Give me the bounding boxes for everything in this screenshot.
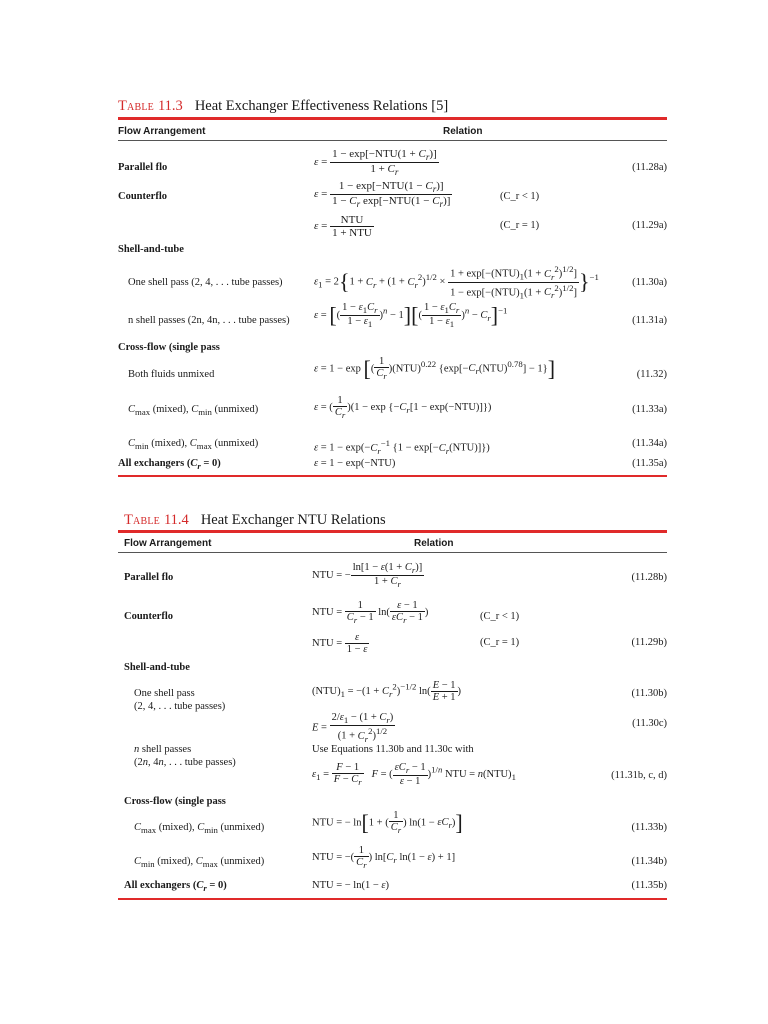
caption-rule bbox=[118, 530, 667, 533]
equation-number: (11.32) bbox=[636, 369, 667, 380]
relation: ε = $\frac{1 - \exp[-NTU(1 - C_r)]}{1 - C_r \exp[-NTU(1 - C_r)]}$ bbox=[314, 180, 451, 210]
table-bottom-rule bbox=[118, 898, 667, 900]
equation-number: (11.34a) bbox=[632, 438, 667, 449]
header-relation: Relation bbox=[414, 538, 454, 549]
row-label: Parallel flo bbox=[118, 162, 168, 173]
relation: NTU = − ln[1 + ( $\frac{1}{C_r}$ ) $\ln(1 - \varepsilon C_r)$] bbox=[312, 810, 463, 836]
table-11-4 bbox=[118, 512, 667, 904]
header-flow-arrangement: Flow Arrangement bbox=[124, 538, 212, 549]
relation: NTU = −( $\frac{1}{C_r}$ ) $\ln[C_r$ ln(1 − ε) + 1] bbox=[312, 845, 456, 871]
table-number: 11.4 bbox=[163, 512, 189, 528]
header-rule bbox=[118, 552, 667, 553]
row-label: $C_{max}$ (mixed), $C_{min}$ (unmixed) bbox=[134, 822, 265, 836]
equation-number: (11.30a) bbox=[632, 277, 667, 288]
equation-number: (11.30c) bbox=[632, 718, 667, 729]
caption-rule bbox=[118, 117, 667, 120]
relation: ε = 1 − exp [( $\frac{1}{C_r}$ )(NTU)$^{0.22}$ $\{\exp[-C_r(NTU)^{0.78}] - 1\}$] bbox=[314, 356, 556, 382]
equation-number: (11.31b, c, d) bbox=[611, 770, 667, 781]
relation: NTU = − $\frac{\ln[1 - \varepsilon(1 + C_r)]}{1 + C_r}$ bbox=[312, 562, 423, 590]
header-flow-arrangement: Flow Arrangement bbox=[118, 126, 206, 137]
row-label: Counterflo bbox=[118, 191, 167, 202]
relation: $(NTU)_1 = -(1 + C_r^2)^{-1/2}$ ln( $\frac{E - 1}{E + 1}$ ) bbox=[312, 680, 462, 703]
equation-number: (11.33b) bbox=[631, 822, 667, 833]
relation: ε = [( $\frac{1 - \varepsilon_1C_r}{1 - \varepsilon_1}$ )$^n$ − 1][( $\frac{1 - \varepsilon_1C_r}{1 - \varepsilon_1}$ )$^n - C_r]^{-1}$ bbox=[314, 302, 508, 330]
table-label: Table bbox=[118, 98, 154, 114]
row-label: One shell pass bbox=[134, 688, 195, 699]
row-label: n shell passes (2n, 4n, . . . tube passes) bbox=[128, 315, 290, 326]
header-rule bbox=[118, 140, 667, 141]
condition: (C_r = 1) bbox=[500, 220, 540, 231]
table-caption bbox=[118, 98, 448, 115]
condition: (C_r < 1) bbox=[480, 611, 520, 622]
table-11-3 bbox=[118, 98, 667, 478]
row-label: All exchangers $(C_r = 0)$ bbox=[124, 880, 227, 894]
table-label: Table bbox=[124, 512, 160, 528]
row-label: $C_{min}$ (mixed), $C_{max}$ (unmixed) bbox=[128, 438, 259, 452]
relation: NTU = $\frac{\varepsilon}{1 - \varepsilon}$ bbox=[312, 632, 368, 655]
relation: NTU = − ln(1 − ε) bbox=[312, 880, 390, 891]
row-label: Both fluids unmixed bbox=[128, 369, 215, 380]
relation: ε = $\frac{\text{NTU}}{\text{1 + NTU}}$ bbox=[314, 214, 372, 239]
table-title: Heat Exchanger Effectiveness Relations [5] bbox=[194, 98, 449, 114]
row-label: All exchangers $(C_r = 0)$ bbox=[118, 458, 221, 472]
header-relation: Relation bbox=[443, 126, 483, 137]
condition: (C_r = 1) bbox=[480, 637, 520, 648]
equation-number: (11.30b) bbox=[631, 688, 667, 699]
relation: ε = ( $\frac{1}{C_r}$ )$(1 - \exp \{-C_r[1 - \exp(-NTU)]\})$ bbox=[314, 395, 492, 421]
equation-number: (11.35b) bbox=[631, 880, 667, 891]
equation-number: (11.31a) bbox=[632, 315, 667, 326]
table-bottom-rule bbox=[118, 475, 667, 477]
relation: NTU = $\frac{1}{C_r - 1}$ ln( $\frac{\varepsilon - 1}{\varepsilon C_r - 1}$ ) bbox=[312, 600, 429, 626]
equation-number: (11.34b) bbox=[631, 856, 667, 867]
row-label: Counterflo bbox=[124, 611, 173, 622]
equation-number: (11.33a) bbox=[632, 404, 667, 415]
table-title: Heat Exchanger NTU Relations bbox=[200, 512, 386, 528]
row-label: $C_{min}$ (mixed), $C_{max}$ (unmixed) bbox=[134, 856, 265, 870]
row-label: One shell pass (2, 4, . . . tube passes) bbox=[128, 277, 283, 288]
row-label: Shell-and-tube bbox=[118, 244, 184, 255]
table-number: 11.3 bbox=[157, 98, 183, 114]
row-label: Cross-flow (single pass bbox=[118, 342, 220, 353]
relation: $\varepsilon = 1 - \exp(-C_r^{-1}$ $\{1 - \exp[-C_r(NTU)]\}$) bbox=[314, 438, 490, 456]
equation-number: (11.29b) bbox=[631, 637, 667, 648]
relation: Use Equations 11.30b and 11.30c with bbox=[312, 744, 474, 755]
row-label: Shell-and-tube bbox=[124, 662, 190, 673]
table-caption bbox=[124, 512, 386, 529]
equation-number: (11.28a) bbox=[632, 162, 667, 173]
row-label: Parallel flo bbox=[124, 572, 174, 583]
equation-number: (11.35a) bbox=[632, 458, 667, 469]
row-label: $C_{max}$ (mixed), $C_{min}$ (unmixed) bbox=[128, 404, 259, 418]
row-label: n shell passes bbox=[134, 744, 192, 755]
relation: $\varepsilon_1$ = $\frac{F - 1}{F - C_r}$ F = ( $\frac{\varepsilon C_r - 1}{\varepsilon - 1}$ )$^{1/n}$ NTU = $n(NTU)_1$ bbox=[312, 762, 516, 788]
row-label-line2: (2, 4, . . . tube passes) bbox=[134, 701, 226, 712]
relation: $\varepsilon_1 = 2\{1 + C_r + (1 + C_r^2)^{1/2}$ × $\frac{1 + \exp[-(NTU)_1(1 + C_r^2)^{1/2}]}{1 - \exp[-(NTU)_1(1 + C_r^2)^{1/2}]}$ }$^{-1}$ bbox=[314, 264, 599, 301]
condition: (C_r < 1) bbox=[500, 191, 540, 202]
equation-number: (11.29a) bbox=[632, 220, 667, 231]
equation-number: (11.28b) bbox=[631, 572, 667, 583]
row-label-line2: (2n, 4n, . . . tube passes) bbox=[134, 757, 236, 768]
relation: ε = 1 − exp(−NTU) bbox=[314, 458, 396, 469]
row-label: Cross-flow (single pass bbox=[124, 796, 226, 807]
relation: E = $\frac{2/\varepsilon_1 - (1 + C_r)}{(1 + C_r^2)^{1/2}}$ bbox=[312, 712, 394, 744]
relation: ε = $\frac{1 - \exp[-NTU(1 + C_r)]}{1 + C_r}$ bbox=[314, 148, 437, 178]
